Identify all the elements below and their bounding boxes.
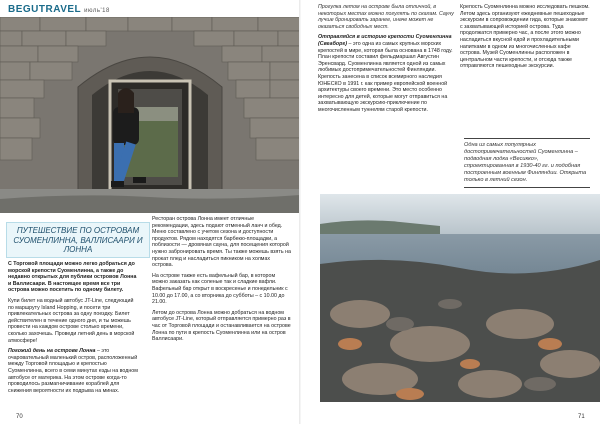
right-column-1 [318,4,456,118]
issue-label: июль'18 [84,8,110,14]
walking-paragraph: Крепость Суоменлинна можно исследовать пешком. Летом здесь организуют ежедневные пешеходные экскурсии в сопровождении гида, которые знакомят с захватывающей историей острова. Туда продолжатся примерно час, а после этого можно насладиться вкусной едой и прохладительными напитками в одном из многочисленных кафе острова. Музей Суоменлинны расположен в центральном части крепости, и отсюда также отправляются пешеходные экскурсии. [460,4,590,70]
left-column-1 [8,261,140,398]
rocky-shore-photo [320,194,600,402]
waterbus-paragraph: Летом до острова Лонна можно добраться на водном автобусе JT-Line, который отправляется примерно раз в час от Торговой площади и останавливается на острове Лонна по пути в крепость Суоменлинна или на остров Валлисаари. [152,309,291,343]
waffle-paragraph: На острове также есть вафельный бар, в котором можно заказать как соленые так и сладкие вафли. Вафельный бар открыт в воскресенье и понедельник с 10.00 до 17.00, а со вторника до субботы – с 10.00 до 21.00. [152,272,288,306]
intro-paragraph: С Торговой площади можно легко добраться до морской крепости Суоменлинна, а также до недавно открытых для публики островов Лонна и Валлисаари. В настоящее время все три острова можно посетить по одному билету. [8,261,137,294]
submarine-pull-quote: Одна из самых популярных достопримечательностей Суоменлинна – подводная лодка «Весикко», спроектированная в 1930-40 гг. и подобная построенным военным Финляндии. Открыта только в летний сезон. [464,138,590,188]
brand-name: BEGUTRAVEL [8,4,82,15]
article-title-box [6,222,150,258]
rocky-shore-illustration [320,194,600,402]
masthead [8,4,110,15]
lonna-paragraph [8,348,140,394]
right-column-2 [460,4,592,74]
sauna-quote: Прогулка летом на острове была отличной, в некоторых местах можно погулять по скалам. Сауну лучше бронировать заранее, иначе может не оказаться свободных мест. [318,4,454,30]
lonna-text: – это очаровательный маленький остров, расположенный между Торговой площадью и крепостью Суоменлинна, всего в семи минутах езды на водном автобусе от материка. На этом острове когда-то проводилось размагничивание кораблей для снижения вероятности их подрыва на минах. [8,348,138,394]
article-title: ПУТЕШЕСТВИЕ ПО ОСТРОВАМ СУОМЕНЛИННА, ВАЛЛИСААРИ И ЛОННА [13,226,143,254]
left-column-2 [152,216,292,347]
restaurant-paragraph: Ресторан острова Лонна имеет отличные рекомендации, здесь подают отменный ланч и обед. Меню составлено с учетом сезона и доступности продуктов. Рядом находятся барбекю-площадки, а поблизости — дровяная сауна, для посещения которой нужно забронировать время. Ты также можешь взять на прокат плед и насладиться пикником на холмах острова. [152,216,291,269]
suomenlinna-run-in: Отправляйся в историю крепости Суоменлинна (Свеаборг) [318,34,452,47]
page-number-right: 71 [578,414,585,420]
ticket-paragraph: Купи билет на водный автобус JT-Line, следующий по маршруту Island Hopping, и посети три привлекательных острова за одну поездку. Билет действителен в течение одного дня, и ты можешь провести на каждом острове столько времени, сколько захочешь. Проведи летний день в морской атмосфере! [8,297,135,344]
fortress-gate-photo [0,17,300,213]
suomenlinna-paragraph [318,34,456,113]
suomenlinna-text: – это одна из самых крупных морских крепостей в мире, которая была основана в 1748 году. План крепости составил фельдмаршал Августин Эренсвард. Суоменлинна является одной из самых любимых достопримечательностей Финляндии. Крепость занесена в список всемирного наследия ЮНЕСКО в 1991 г. как пример европейской военной архитектуры своего времени. Это место особенно интересно для детей, которые могут отправиться на захватывающую экскурсию-приключение по многочисленным туннелям старой крепости. [318,40,453,113]
fortress-gate-illustration [0,17,300,213]
page-number-left: 70 [16,414,23,420]
lonna-run-in: Погожий день на острове Лонна [8,348,96,355]
